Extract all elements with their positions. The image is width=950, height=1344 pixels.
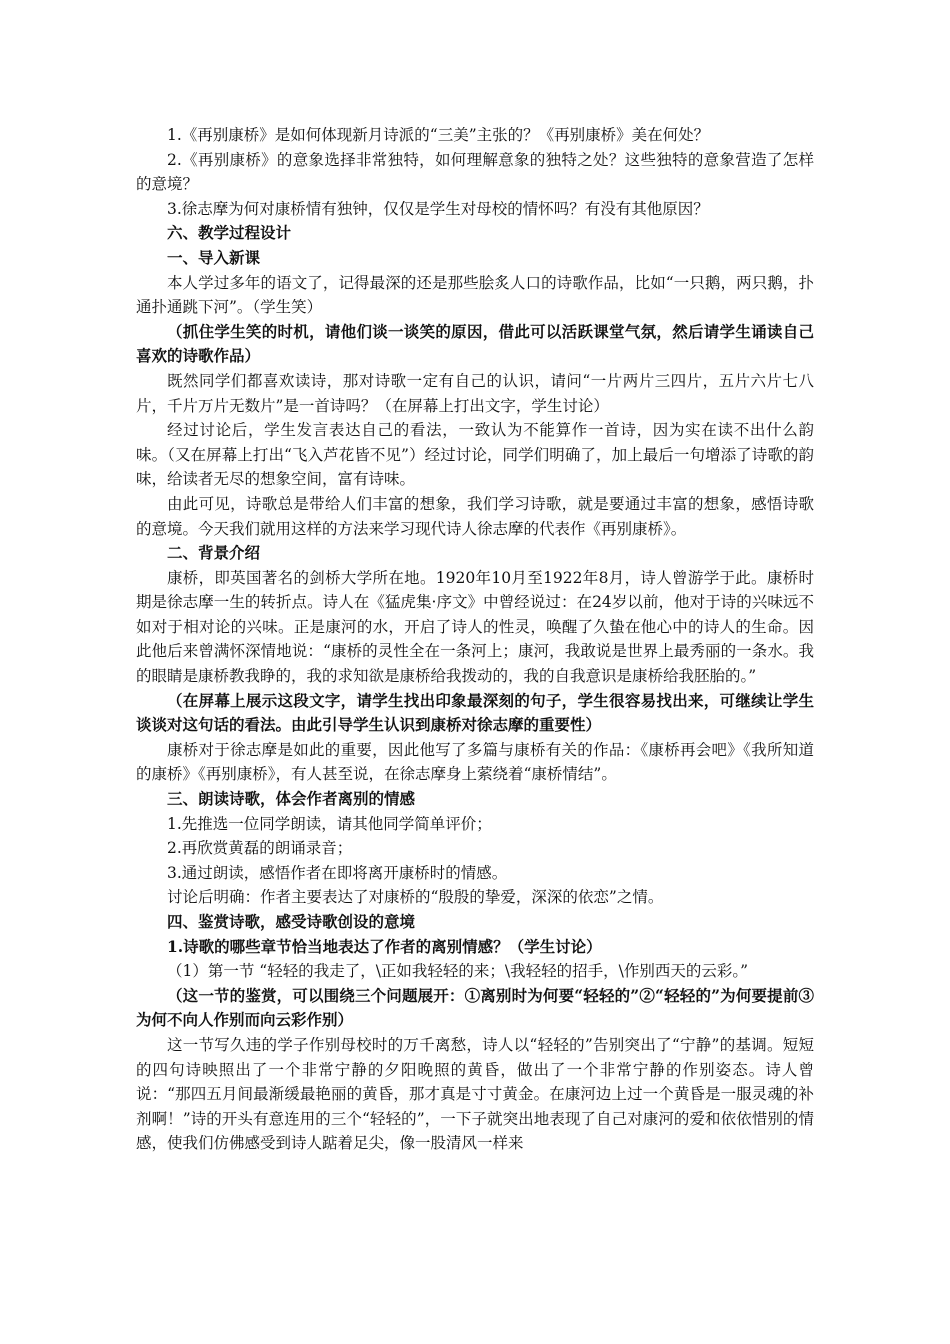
part-1-teaching-note: （抓住学生笑的时机，请他们谈一谈笑的原因，借此可以活跃课堂气氛，然后请学生诵读自己喜欢的诗歌作品）	[136, 321, 814, 366]
part-2-teaching-note: （在屏幕上展示这段文字，请学生找出印象最深刻的句子，学生很容易找出来，可继续让学生谈谈对这句话的看法。由此引导学生认识到康桥对徐志摩的重要性）	[136, 690, 814, 735]
question-2: 2.《再别康桥》的意象选择非常独特，如何理解意象的独特之处？这些独特的意象营造了怎样的意境？	[136, 150, 814, 194]
part-4-stanza-1: （1）第一节 “轻轻的我走了，\正如我轻轻的来；\我轻轻的招手，\作别西天的云彩。”	[167, 962, 749, 981]
part-3-heading: 三、朗读诗歌，体会作者离别的情感	[167, 789, 416, 809]
part-1-paragraph-3: 经过讨论后，学生发言表达自己的看法，一致认为不能算作一首诗，因为实在读不出什么韵味。（又在屏幕上打出“飞入芦花皆不见”）经过讨论，同学们明确了，加上最后一句增添了诗歌的韵味，给读者无尽的想象空间，富有诗味。	[136, 421, 814, 489]
question-1: 1.《再别康桥》是如何体现新月诗派的“三美”主张的？《再别康桥》美在何处？	[167, 126, 710, 144]
question-3: 3.徐志摩为何对康桥情有独钟，仅仅是学生对母校的情怀吗？有没有其他原因？	[167, 199, 709, 218]
part-3-step-3: 3.通过朗读，感悟作者在即将离开康桥时的情感。	[167, 863, 508, 882]
part-4-heading: 四、鉴赏诗歌，感受诗歌创设的意境	[167, 912, 416, 931]
part-4-question-1: 1.诗歌的哪些章节恰当地表达了作者的离别情感？（学生讨论）	[167, 936, 602, 956]
part-1-heading: 一、导入新课	[167, 247, 261, 267]
part-1-paragraph-2: 既然同学们都喜欢读诗，那对诗歌一定有自己的认识，请问“一片两片三四片，五片六片七八片，千片万片无数片”是一首诗吗？（在屏幕上打出文字，学生讨论）	[136, 371, 814, 415]
part-3-step-2: 2.再欣赏黄磊的朗诵录音；	[167, 839, 353, 858]
part-1-paragraph-1: 本人学过多年的语文了，记得最深的还是那些脍炙人口的诗歌作品，比如“一只鹅，两只鹅，扑通扑通跳下河”。（学生笑）	[136, 273, 814, 317]
part-2-heading: 二、背景介绍	[167, 543, 261, 563]
part-4-paragraph-1: 这一节写久违的学子作别母校时的万千离愁，诗人以“轻轻的”告别突出了“宁静”的基调。短短的四句诗映照出了一个非常宁静的夕阳晚照的黄昏，做出了一个非常宁静的作别姿态。诗人曾说：“那四五月间最渐缓最艳丽的黄昏，那才真是寸寸黄金。在康河边上过一个黄昏是一服灵魂的补剂啊！”诗的开头有意连用的三个“轻轻的”，一下子就突出地表现了自己对康河的爱和依依惜别的情感，使我们仿佛感受到诗人踮着足尖，像一股清风一样来	[136, 1035, 814, 1153]
part-2-paragraph-2: 康桥对于徐志摩是如此的重要，因此他写了多篇与康桥有关的作品：《康桥再会吧》《我所知道的康桥》《再别康桥》，有人甚至说，在徐志摩身上萦绕着“康桥情结”。	[136, 740, 814, 784]
part-4-teaching-note: （这一节的鉴赏，可以围绕三个问题展开：①离别时为何要“轻轻的”②“轻轻的”为何要提前③为何不向人作别而向云彩作别）	[136, 985, 814, 1030]
part-3-conclusion: 讨论后明确：作者主要表达了对康桥的“殷殷的挚爱，深深的依恋”之情。	[167, 888, 664, 907]
part-2-paragraph-1: 康桥，即英国著名的剑桥大学所在地。1920年10月至1922年8月，诗人曾游学于此。康桥时期是徐志摩一生的转折点。诗人在《猛虎集·序文》中曾经说过：在24岁以前，他对于诗的兴味远不如对于相对论的兴味。正是康河的水，开启了诗人的性灵，唤醒了久蛰在他心中的诗人的生命。因此他后来曾满怀深情地说：“康桥的灵性全在一条河上；康河，我敢说是世界上最秀丽的一条水。我的眼睛是康桥教我睁的，我的求知欲是康桥给我拨动的，我的自我意识是康桥给我胚胎的。”	[136, 568, 814, 686]
part-3-step-1: 1.先推选一位同学朗读，请其他同学简单评价；	[167, 814, 492, 833]
part-1-paragraph-4: 由此可见，诗歌总是带给人们丰富的想象，我们学习诗歌，就是要通过丰富的想象，感悟诗歌的意境。今天我们就用这样的方法来学习现代诗人徐志摩的代表作《再别康桥》。	[136, 494, 814, 538]
document-page	[136, 123, 814, 1156]
section-6-heading: 六、教学过程设计	[167, 223, 292, 243]
